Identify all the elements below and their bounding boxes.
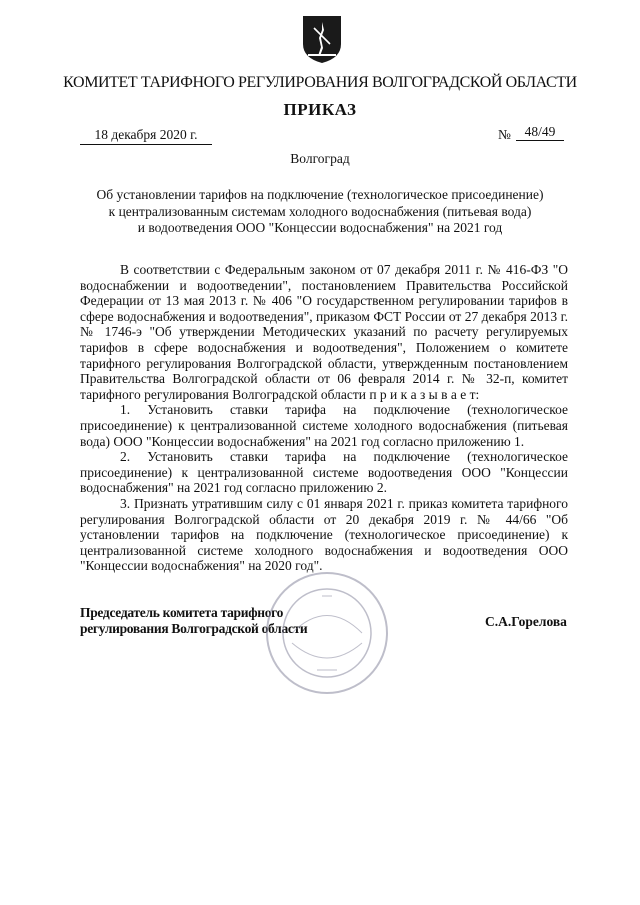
committee-name: КОМИТЕТ ТАРИФНОГО РЕГУЛИРОВАНИЯ ВОЛГОГРАДСКОЙ ОБЛАСТИ <box>63 74 577 91</box>
subject-line: и водоотведения ООО "Концессии водоснабжения" на 2021 год <box>137 220 503 235</box>
signatory-name: С.А.Горелова <box>485 614 567 629</box>
subject-line: Об установлении тарифов на подключение (технологическое присоединение) <box>96 187 544 202</box>
order-number: 48/49 <box>516 124 564 141</box>
coat-of-arms-icon <box>300 14 344 64</box>
clause-2: 2. Установить ставки тарифа на подключение (технологическое присоединение) к централизованной системе водоотведения ООО "Концессии водоснабжения" на 2021 год согласно приложению 2. <box>80 449 568 496</box>
official-stamp-icon <box>262 568 392 698</box>
order-title: ПРИКАЗ <box>283 100 357 119</box>
city: Волгоград <box>290 151 350 166</box>
signatory-position-line: регулирования Волгоградской области <box>80 621 308 636</box>
preamble-paragraph: В соответствии с Федеральным законом от 07 декабря 2011 г. № 416-ФЗ "О водоснабжении и водоотведении", постановлением Правительства Российской Федерации от 13 мая 2013 г. № 406 "О государственном регулировании тарифов в сфере водоснабжения и водоотведения", приказом ФСТ России от 27 декабря 2013 г. № 1746-э "Об утверждении Методических указаний по расчету регулируемых тарифов в сфере водоснабжения и водоотведения", Положением о комитете тарифного регулирования Волгоградской области, утвержденным постановлением Правительства Волгоградской области от 06 февраля 2014 г. № 32-п, комитет тарифного регулирования Волгоградской области п р и к а з ы в а е т: <box>80 262 568 402</box>
order-number-sign: № <box>498 127 511 142</box>
subject-line: к централизованным системам холодного водоснабжения (питьевая вода) <box>108 203 532 219</box>
order-body <box>80 262 568 574</box>
order-subject <box>80 187 560 237</box>
order-date: 18 декабря 2020 г. <box>80 127 212 145</box>
clause-3: 3. Признать утратившим силу с 01 января 2021 г. приказ комитета тарифного регулирования Волгоградской области от 20 декабря 2019 г. № 44/66 "Об установлении тарифов на подключение (технологическое присоединение) к централизованной системе холодного водоснабжения и водоотведения ООО "Концессии водоснабжения" на 2020 год". <box>80 495 568 574</box>
clause-1: 1. Установить ставки тарифа на подключение (технологическое присоединение) к централизованной системе холодного водоснабжения (питьевая вода) ООО "Концессии водоснабжения" на 2021 год согласно приложению 1. <box>80 402 568 449</box>
signatory-position-line: Председатель комитета тарифного <box>80 605 284 620</box>
